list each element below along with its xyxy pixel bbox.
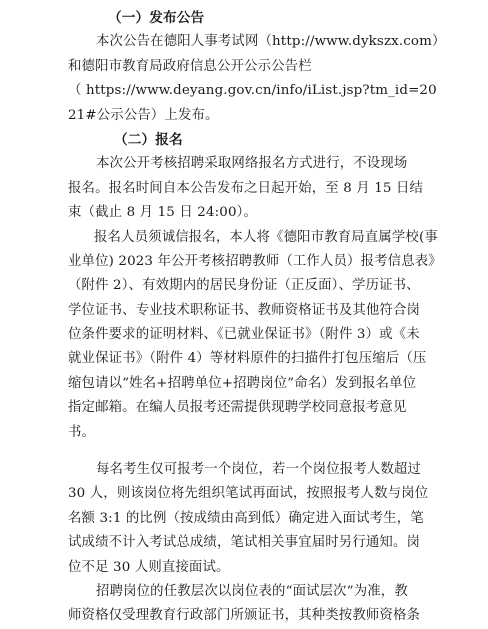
paragraph-line: 和德阳市教育局政府信息公开公示公告栏 — [68, 58, 312, 74]
paragraph-line: 缩包请以“姓名+招聘单位+招聘岗位”命名）发到报名单位 — [68, 375, 417, 391]
paragraph-line: 位不足 30 人则直接面试。 — [68, 559, 230, 575]
paragraph-line: 21#公示公告）上发布。 — [68, 107, 219, 123]
section-heading-announcement: （一）发布公告 — [108, 10, 205, 26]
paragraph-line: 试成绩不计入考试总成绩，笔试相关事宜届时另行通知。岗 — [68, 535, 421, 551]
paragraph-line: 业单位) 2023 年公开考核招聘教师（工作人员）报考信息表》 — [68, 253, 442, 269]
paragraph-line: 名额 3:1 的比例（按成绩由高到低）确定进入面试考生，笔 — [68, 510, 424, 526]
paragraph-line: 书。 — [68, 424, 96, 440]
paragraph-line: 指定邮箱。在编人员报考还需提供现聘学校同意报考意见 — [68, 400, 407, 416]
paragraph-line: 本次公开考核招聘采取网络报名方式进行，不设现场 — [96, 156, 408, 172]
paragraph-line: 招聘岗位的任教层次以岗位表的“面试层次”为准，教 — [96, 583, 408, 599]
paragraph-line: 学位证书、专业技术职称证书、教师资格证书及其他符合岗 — [68, 302, 421, 318]
paragraph-line: 30 人，则该岗位将先组织笔试再面试，按照报考人数与岗位 — [68, 486, 429, 502]
paragraph-line: 就业保证书》（附件 4）等材料原件的扫描件打包压缩后（压 — [68, 351, 427, 367]
paragraph-line: 束（截止 8 月 15 日 24:00）。 — [68, 205, 258, 221]
paragraph-line: 本次公告在德阳人事考试网（http://www.dykszx.com） — [96, 34, 446, 50]
paragraph-line: 报名。报名时间自本公告发布之日起开始，至 8 月 15 日结 — [68, 180, 424, 196]
paragraph-line: 师资格仅受理教育行政部门所颁证书，其种类按教师资格条 — [68, 608, 421, 624]
paragraph-spacer — [68, 445, 468, 458]
paragraph-line: 每名考生仅可报考一个岗位，若一个岗位报考人数超过 — [96, 462, 421, 478]
paragraph-line: 位条件要求的证明材料、《已就业保证书》（附件 3）或《未 — [68, 327, 420, 343]
paragraph-line: （ https://www.deyang.gov.cn/info/iList.jsp?tm_id=20 — [68, 83, 437, 99]
section-heading-registration: （二）报名 — [114, 131, 183, 148]
paragraph-line: （附件 2）、有效期内的居民身份证（正反面）、学历证书、 — [68, 278, 420, 294]
paragraph-line: 报名人员须诚信报名，本人将《德阳市教育局直属学校(事 — [94, 229, 438, 245]
